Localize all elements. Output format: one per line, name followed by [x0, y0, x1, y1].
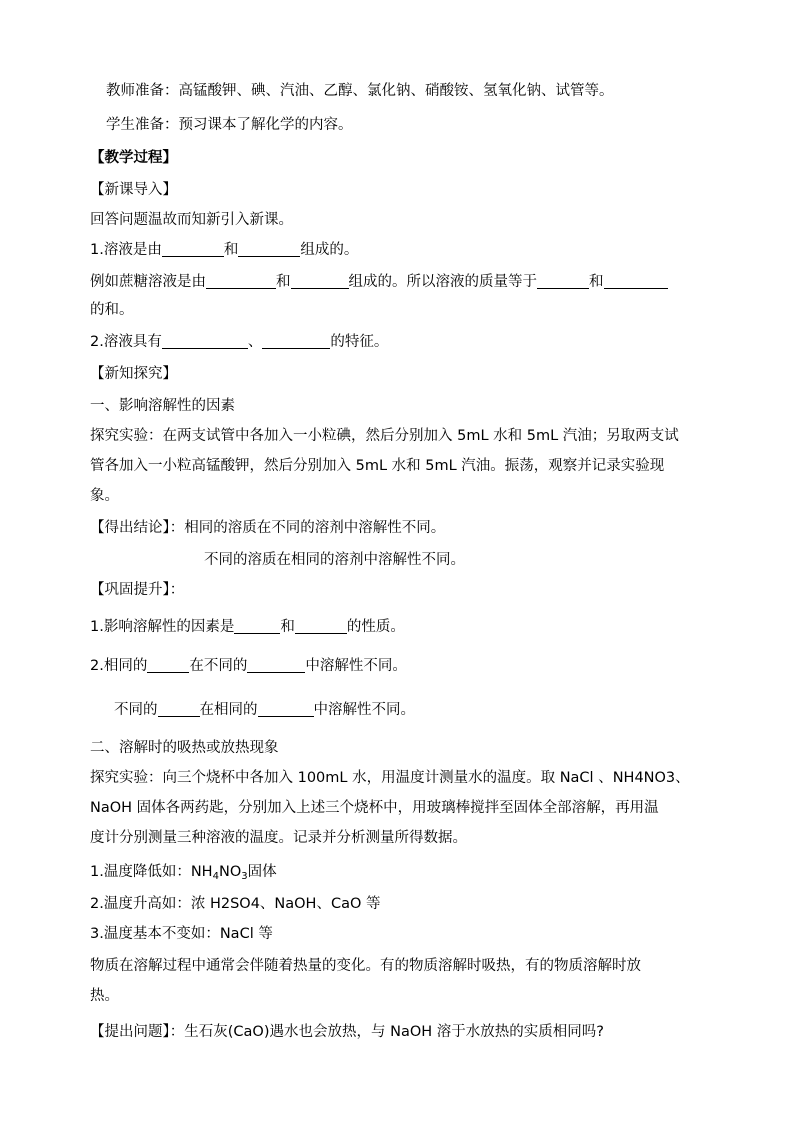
heading-process: 【教学过程】	[90, 150, 177, 166]
blank	[295, 617, 347, 634]
question-1-example	[90, 272, 668, 292]
q1-text-a: 1.溶液是由	[90, 242, 162, 258]
item1-sub1: 4	[212, 871, 219, 882]
q1-text-c: 组成的。	[300, 242, 359, 258]
section2-experiment-line3: 度计分别测量三种溶液的温度。记录并分析测量所得数据。	[90, 830, 467, 846]
section2-summary-line2: 热。	[90, 988, 119, 1004]
question-2	[90, 332, 388, 352]
c1-text-c: 的性质。	[346, 619, 405, 635]
section1-title: 一、影响溶解性的因素	[90, 398, 235, 414]
q1ex-text-a: 例如蔗糖溶液是由	[90, 274, 206, 290]
blank	[291, 272, 349, 289]
c2-text-c: 中溶解性不同。	[305, 658, 407, 674]
q1ex-text-d: 和	[589, 274, 604, 290]
section2-item2: 2.温度升高如：浓 H2SO4、NaOH、CaO 等	[90, 896, 381, 912]
q1ex-text-c: 组成的。所以溶液的质量等于	[348, 274, 537, 290]
c1-text-b: 和	[280, 619, 295, 635]
teacher-prep: 教师准备：高锰酸钾、碘、汽油、乙醇、氯化钠、硝酸铵、氢氧化钠、试管等。	[106, 83, 614, 99]
blank	[247, 656, 305, 673]
consolidate-q2	[90, 656, 407, 676]
item1-sub2: 3	[241, 871, 248, 882]
c2-text-a: 2.相同的	[90, 658, 148, 674]
student-prep: 学生准备：预习课本了解化学的内容。	[106, 117, 353, 133]
q2-text-a: 2.溶液具有	[90, 334, 162, 350]
blank	[258, 700, 314, 717]
conclusion	[90, 518, 445, 538]
blank	[158, 700, 200, 717]
heading-intro: 【新课导入】	[90, 182, 177, 198]
c3-text-b: 在相同的	[199, 702, 258, 718]
c2-text-b: 在不同的	[189, 658, 248, 674]
conclusion-1: 相同的溶质在不同的溶剂中溶解性不同。	[184, 520, 446, 536]
blank	[234, 617, 280, 634]
conclusion-2: 不同的溶质在相同的溶剂中溶解性不同。	[204, 552, 465, 568]
section2-item3: 3.温度基本不变如：NaCl 等	[90, 926, 273, 942]
question	[90, 1022, 604, 1042]
section2-summary-line1: 物质在溶解过程中通常会伴随着热量的变化。有的物质溶解时吸热，有的物质溶解时放	[90, 958, 641, 974]
item1-text-c: 固体	[247, 864, 277, 880]
question-text: 生石灰(CaO)遇水也会放热，与 NaOH 溶于水放热的实质相同吗?	[184, 1024, 604, 1040]
consolidate-q1	[90, 617, 405, 637]
consolidate-q3	[114, 700, 415, 720]
q2-text-c: 的特征。	[330, 334, 389, 350]
question-1	[90, 240, 358, 260]
q1-text-b: 和	[223, 242, 239, 258]
blank	[162, 332, 248, 349]
c1-text-a: 1.影响溶解性的因素是	[90, 619, 235, 635]
intro-review: 回答问题温故而知新引入新课。	[90, 212, 293, 228]
q2-text-b: 、	[247, 334, 263, 350]
section2-title: 二、溶解时的吸热或放热现象	[90, 740, 279, 756]
blank	[262, 332, 330, 349]
question-1-example-end: 的和。	[90, 302, 134, 318]
blank	[147, 656, 189, 673]
blank	[162, 240, 224, 257]
question-label: 【提出问题】：	[90, 1024, 185, 1040]
q1ex-text-b: 和	[276, 274, 291, 290]
section1-experiment-line1: 探究实验：在两支试管中各加入一小粒碘，然后分别加入 5mL 水和 5mL 汽油；另取两支试	[90, 428, 679, 444]
blank	[537, 272, 589, 289]
section1-experiment-line3: 象。	[90, 488, 119, 504]
consolidate-label: 【巩固提升】：	[90, 582, 185, 598]
blank	[238, 240, 300, 257]
c3-text-c: 中溶解性不同。	[313, 702, 415, 718]
item1-text-b: NO	[218, 864, 242, 880]
item1-text-a: 1.温度降低如：NH	[90, 864, 213, 880]
section2-experiment-line2: NaOH 固体各两药匙，分别加入上述三个烧杯中，用玻璃棒搅拌至固体全部溶解，再用温	[90, 800, 659, 816]
section1-experiment-line2: 管各加入一小粒高锰酸钾，然后分别加入 5mL 水和 5mL 汽油。振荡，观察并记录实验现	[90, 458, 665, 474]
c3-text-a: 不同的	[114, 702, 158, 718]
conclusion-label: 【得出结论】：	[90, 520, 185, 536]
blank	[206, 272, 276, 289]
blank	[604, 272, 668, 289]
section2-experiment-line1: 探究实验：向三个烧杯中各加入 100mL 水，用温度计测量水的温度。取 NaCl 、NH4NO3、	[90, 770, 690, 786]
section2-item1	[90, 862, 277, 887]
heading-explore: 【新知探究】	[90, 366, 177, 382]
